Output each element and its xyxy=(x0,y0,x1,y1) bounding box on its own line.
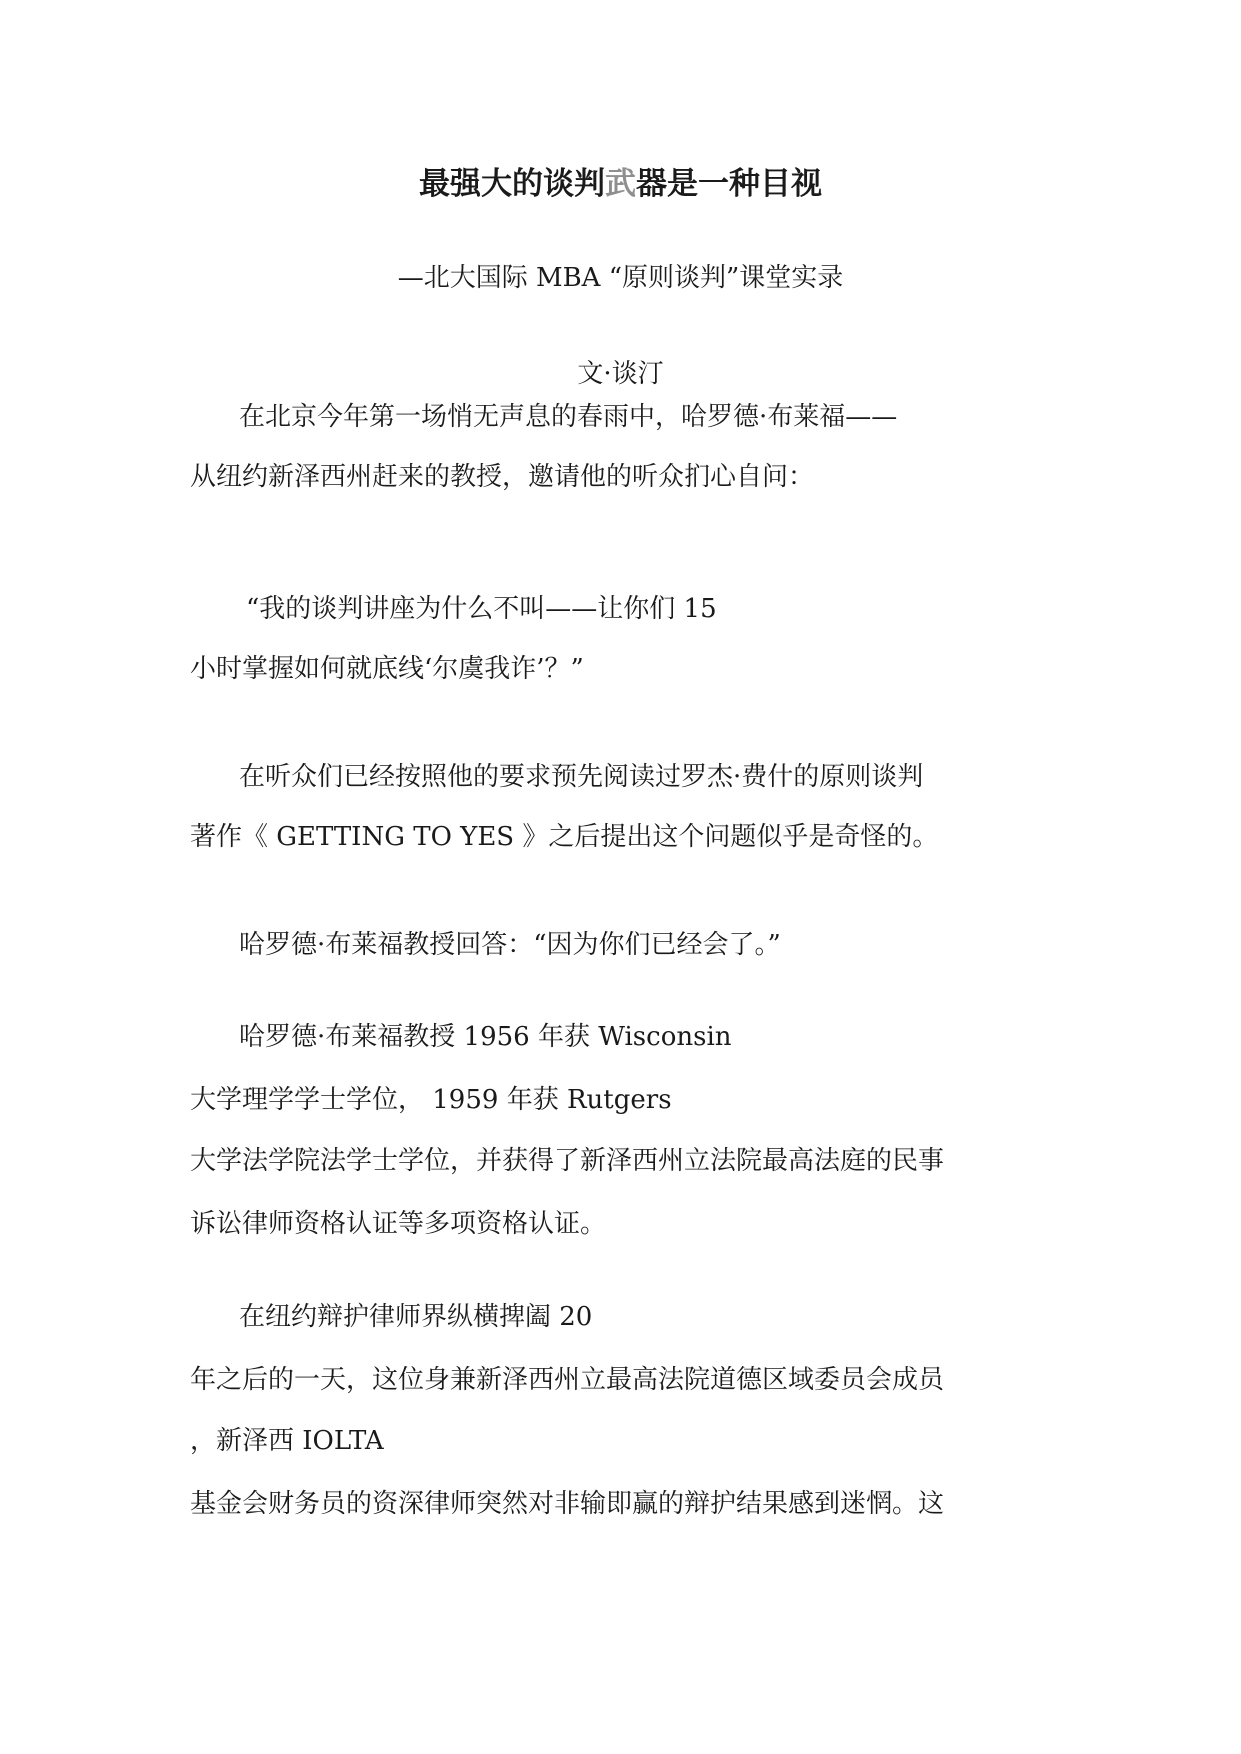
paragraph-3-line-1: 在听众们已经按照他的要求预先阅读过罗杰·费什的原则谈判 xyxy=(239,762,924,792)
paragraph-5-line-3: 大学法学院法学士学位，并获得了新泽西州立法院最高法庭的民事 xyxy=(190,1146,945,1176)
paragraph-5-line-2: 大学理学学士学位， 1959 年获 Rutgers xyxy=(190,1085,672,1115)
paragraph-1-line-1: 在北京今年第一场悄无声息的春雨中，哈罗德·布莱福—— xyxy=(239,402,898,432)
title-part-1: 最强大的谈判 xyxy=(419,166,605,202)
paragraph-5-line-1: 哈罗德·布莱福教授 1956 年获 Wisconsin xyxy=(239,1022,732,1052)
title-faded-character: 武 xyxy=(605,166,636,202)
paragraph-6-line-4: 基金会财务员的资深律师突然对非输即赢的辩护结果感到迷惘。这 xyxy=(190,1489,945,1519)
paragraph-4-line-1: 哈罗德·布莱福教授回答：“因为你们已经会了。” xyxy=(239,930,781,960)
document-subtitle: —北大国际 MBA “原则谈判”课堂实录 xyxy=(397,263,844,293)
title-part-2: 器是一种目视 xyxy=(636,166,822,202)
paragraph-6-line-3: ，新泽西 IOLTA xyxy=(190,1426,384,1456)
paragraph-2-line-1: “我的谈判讲座为什么不叫——让你们 15 xyxy=(246,594,717,624)
paragraph-1-line-2: 从纽约新泽西州赶来的教授，邀请他的听众扪心自问： xyxy=(190,462,815,492)
paragraph-2-line-2: 小时掌握如何就底线‘尔虞我诈’？” xyxy=(190,654,584,684)
author-byline: 文·谈汀 xyxy=(577,359,664,389)
paragraph-3-line-2: 著作《 GETTING TO YES 》之后提出这个问题似乎是奇怪的。 xyxy=(190,822,939,852)
paragraph-5-line-4: 诉讼律师资格认证等多项资格认证。 xyxy=(190,1209,607,1239)
paragraph-6-line-2: 年之后的一天，这位身兼新泽西州立最高法院道德区域委员会成员 xyxy=(190,1365,945,1395)
document-title xyxy=(0,162,1241,206)
paragraph-6-line-1: 在纽约辩护律师界纵横捭阖 20 xyxy=(239,1302,593,1332)
